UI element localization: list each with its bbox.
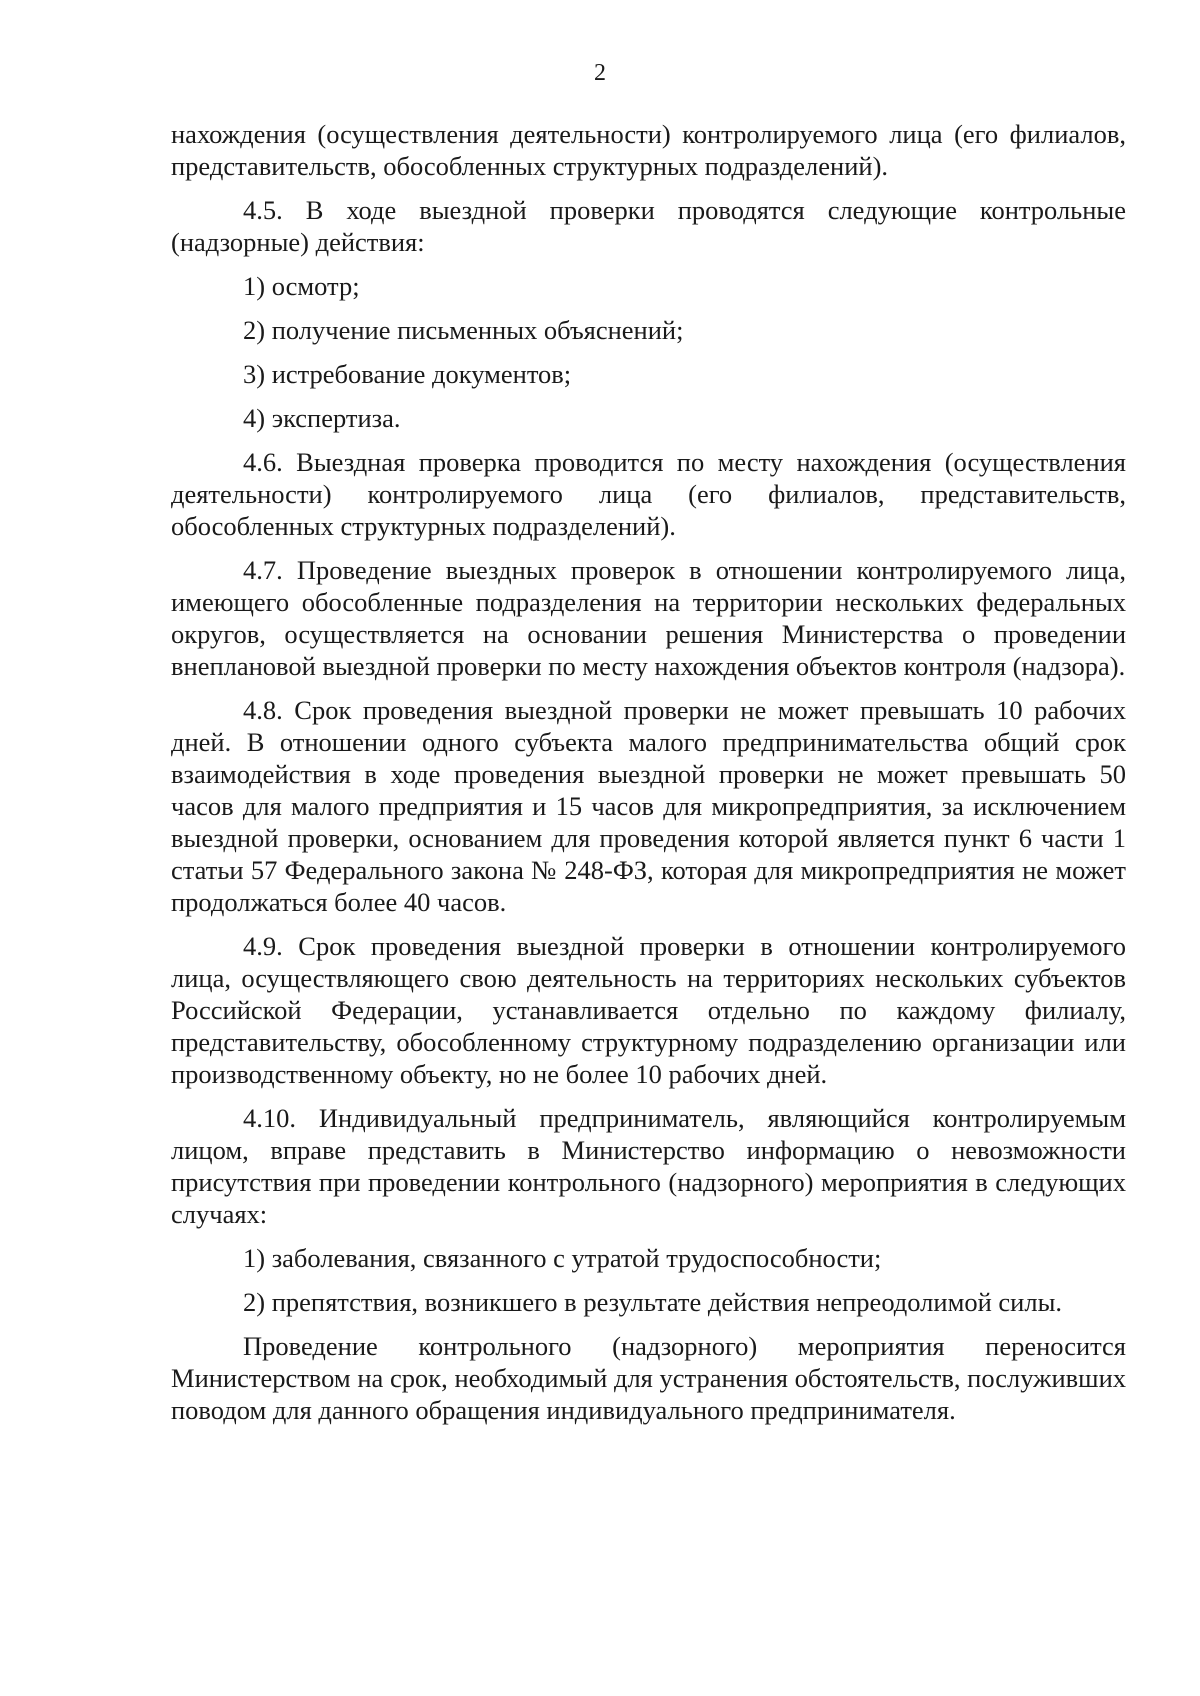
paragraph-4-8: 4.8. Срок проведения выездной проверки не может превышать 10 рабочих дней. В отношении одного субъекта малого предпринимательства общий срок взаимодействия в ходе проведения выездной проверки не может превышать 50 часов для малого предприятия и 15 часов для микропредприятия, за исключением выездной проверки, основанием для проведения которой является пункт 6 части 1 статьи 57 Федерального закона № 248-ФЗ, которая для микропредприятия не может продолжаться более 40 часов. <box>171 695 1126 917</box>
list-item-force-majeure: 2) препятствия, возникшего в результате действия непреодолимой силы. <box>243 1287 1063 1317</box>
list-item-illness: 1) заболевания, связанного с утратой трудоспособности; <box>243 1243 882 1273</box>
paragraph-4-10: 4.10. Индивидуальный предприниматель, являющийся контролируемым лицом, вправе представить в Министерство информацию о невозможности присутствия при проведении контрольного (надзорного) мероприятия в следующих случаях: <box>171 1103 1126 1229</box>
paragraph-4-6: 4.6. Выездная проверка проводится по месту нахождения (осуществления деятельности) контролируемого лица (его филиалов, представительств, обособленных структурных подразделений). <box>171 447 1126 541</box>
paragraph-4-5: 4.5. В ходе выездной проверки проводятся следующие контрольные (надзорные) действия: <box>171 195 1126 257</box>
paragraph-continuation: нахождения (осуществления деятельности) контролируемого лица (его филиалов, представительств, обособленных структурных подразделений). <box>171 119 1126 181</box>
list-item-expertise: 4) экспертиза. <box>243 403 401 433</box>
paragraph-postponement: Проведение контрольного (надзорного) мероприятия переносится Министерством на срок, необходимый для устранения обстоятельств, послуживших поводом для данного обращения индивидуального предпринимателя. <box>171 1331 1126 1425</box>
page-number: 2 <box>594 60 606 86</box>
list-item-inspection: 1) осмотр; <box>243 271 360 301</box>
document-body <box>171 118 1126 1438</box>
paragraph-4-7: 4.7. Проведение выездных проверок в отношении контролируемого лица, имеющего обособленные подразделения на территории нескольких федеральных округов, осуществляется на основании решения Министерства о проведении внеплановой выездной проверки по месту нахождения объектов контроля (надзора). <box>171 555 1126 681</box>
paragraph-4-9: 4.9. Срок проведения выездной проверки в отношении контролируемого лица, осуществляющего свою деятельность на территориях нескольких субъектов Российской Федерации, устанавливается отдельно по каждому филиалу, представительству, обособленному структурному подразделению организации или производственному объекту, но не более 10 рабочих дней. <box>171 931 1126 1089</box>
list-item-explanations: 2) получение письменных объяснений; <box>243 315 684 345</box>
list-item-documents: 3) истребование документов; <box>243 359 572 389</box>
